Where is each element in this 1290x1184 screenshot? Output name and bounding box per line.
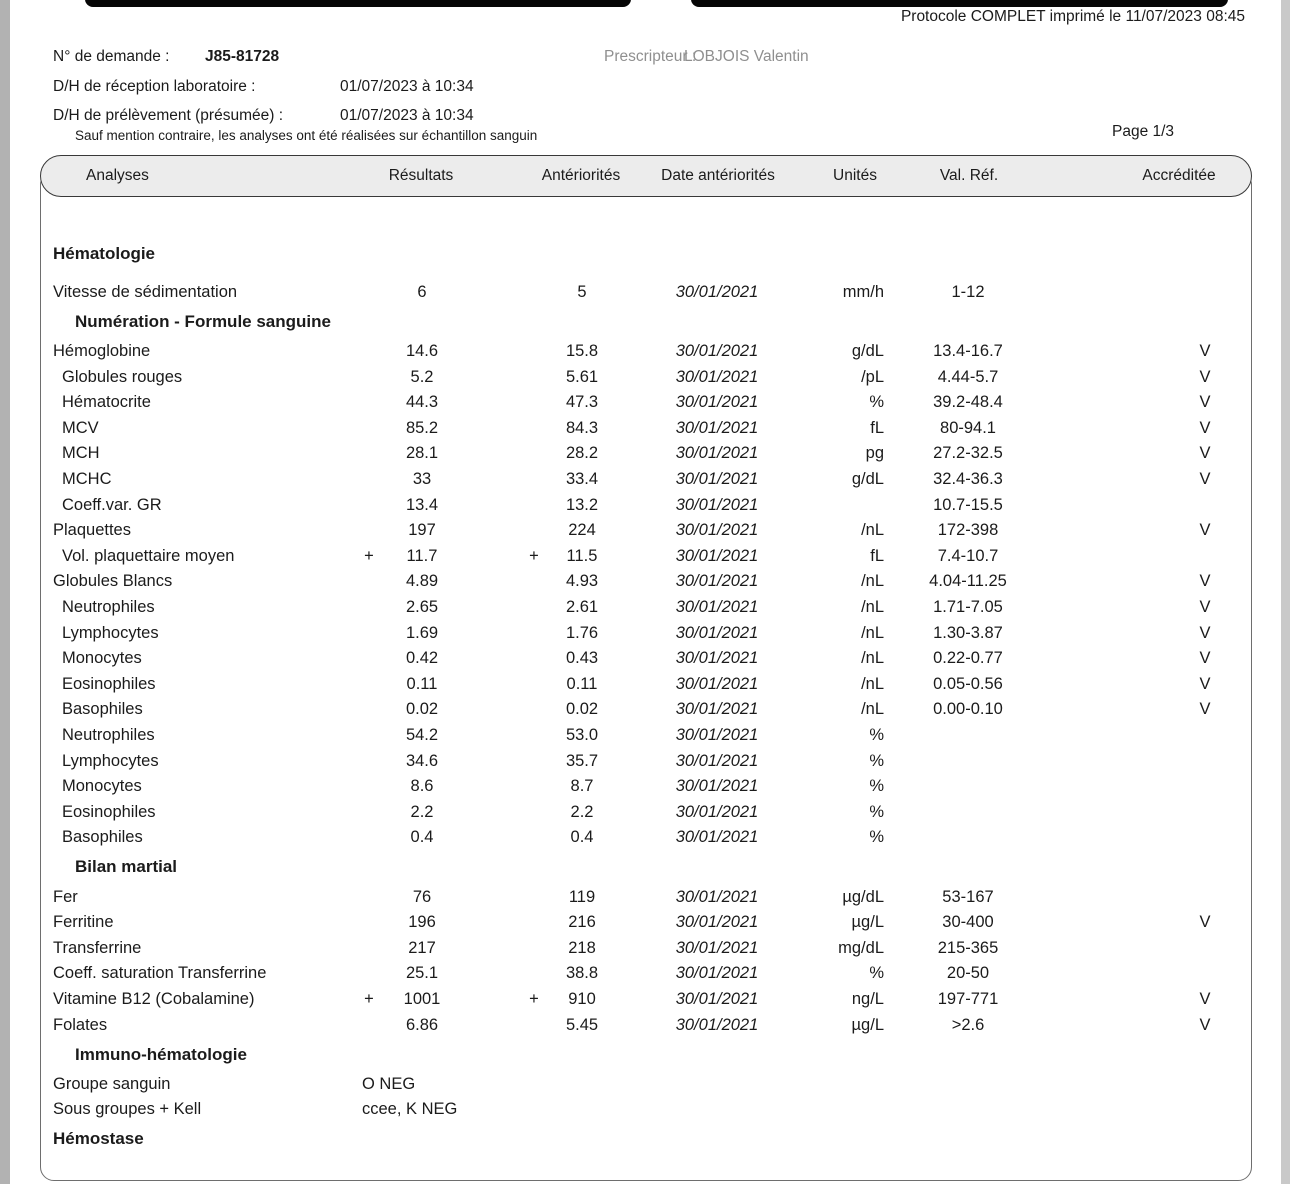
- accreditation-mark: V: [1199, 572, 1211, 591]
- anteriority-value: 910: [568, 989, 596, 1008]
- result-value: 34.6: [405, 751, 439, 770]
- analysis-label: Transferrine: [53, 938, 142, 957]
- accreditation-mark: V: [1199, 470, 1211, 489]
- analysis-label: Coeff.var. GR: [62, 495, 162, 514]
- table-row: [40, 364, 1252, 390]
- unit-value: %: [869, 964, 884, 983]
- result-value: 0.02: [405, 700, 439, 719]
- result-value: 54.2: [405, 725, 439, 744]
- table-row: [40, 935, 1252, 961]
- section-header: [40, 309, 1252, 335]
- result-value: 2.65: [405, 598, 439, 617]
- analysis-label: Monocytes: [62, 649, 142, 668]
- analysis-label: Eosinophiles: [62, 802, 156, 821]
- anteriority-value: 13.2: [565, 495, 599, 514]
- reception-datetime-label: D/H de réception laboratoire :: [53, 78, 256, 95]
- reference-range: 27.2-32.5: [933, 444, 1003, 463]
- accreditation-mark: V: [1199, 521, 1211, 540]
- unit-value: mm/h: [842, 282, 884, 301]
- section-header-label: Numération - Formule sanguine: [75, 311, 331, 331]
- reference-range: 0.00-0.10: [933, 700, 1003, 719]
- unit-value: pg: [865, 444, 884, 463]
- unit-value: %: [869, 725, 884, 744]
- anteriority-value: 8.7: [570, 777, 594, 796]
- table-row: [40, 544, 1252, 570]
- reference-range: 39.2-48.4: [933, 393, 1003, 412]
- result-flag: +: [364, 546, 374, 565]
- anteriority-value: 0.4: [570, 828, 594, 847]
- analysis-label: MCHC: [62, 470, 112, 489]
- unit-value: fL: [870, 546, 884, 565]
- reference-range: 1.30-3.87: [933, 623, 1003, 642]
- anteriority-value: 218: [568, 938, 596, 957]
- table-row: [40, 672, 1252, 698]
- column-header-accreditee: Accréditée: [1142, 167, 1216, 184]
- section-header: [40, 1127, 1252, 1153]
- anteriority-date: 30/01/2021: [675, 598, 759, 617]
- anteriority-value: 11.5: [566, 546, 598, 565]
- table-row: [40, 1071, 1252, 1097]
- anteriority-date: 30/01/2021: [675, 393, 759, 412]
- accreditation-mark: V: [1199, 1015, 1211, 1034]
- table-row: [40, 416, 1252, 442]
- unit-value: /nL: [861, 521, 884, 540]
- table-row: [40, 825, 1252, 851]
- accreditation-mark: V: [1199, 393, 1211, 412]
- anteriority-date: 30/01/2021: [675, 1015, 759, 1034]
- reference-range: 215-365: [937, 938, 999, 957]
- unit-value: g/dL: [851, 470, 884, 489]
- unit-value: /nL: [861, 674, 884, 693]
- column-header-date-anteriorites: Date antériorités: [661, 167, 775, 184]
- anteriority-date: 30/01/2021: [675, 495, 759, 514]
- reference-range: 4.04-11.25: [929, 572, 1007, 591]
- unit-value: /nL: [861, 649, 884, 668]
- unit-value: %: [869, 751, 884, 770]
- anteriority-value: 2.61: [565, 598, 599, 617]
- anteriority-value: 2.2: [570, 802, 594, 821]
- result-value: 13.4: [405, 495, 439, 514]
- accreditation-mark: V: [1199, 367, 1211, 386]
- result-value: 33: [412, 470, 432, 489]
- table-row: [40, 441, 1252, 467]
- anteriority-date: 30/01/2021: [675, 470, 759, 489]
- result-value: 6.86: [405, 1015, 439, 1034]
- anteriority-flag: +: [529, 989, 539, 1008]
- reference-range: 0.05-0.56: [933, 674, 1003, 693]
- analysis-label: Vol. plaquettaire moyen: [62, 546, 235, 565]
- anteriority-date: 30/01/2021: [675, 649, 759, 668]
- anteriority-value: 0.43: [565, 649, 599, 668]
- table-row: [40, 339, 1252, 365]
- column-header-val-ref: Val. Réf.: [939, 167, 999, 184]
- anteriority-date: 30/01/2021: [675, 802, 759, 821]
- analysis-label: MCV: [62, 418, 99, 437]
- anteriority-value: 15.8: [565, 342, 599, 361]
- analysis-label: Globules Blancs: [53, 572, 173, 591]
- table-row: [40, 910, 1252, 936]
- anteriority-value: 0.02: [565, 700, 599, 719]
- analysis-label: Plaquettes: [53, 521, 131, 540]
- sample-type-note: Sauf mention contraire, les analyses ont été réalisées sur échantillon sanguin: [75, 128, 538, 143]
- anteriority-value: 0.11: [566, 674, 598, 693]
- accreditation-mark: V: [1199, 342, 1211, 361]
- results-table-header: [40, 155, 1252, 197]
- accreditation-mark: V: [1199, 649, 1211, 668]
- analysis-label: Basophiles: [62, 828, 143, 847]
- request-number-label: N° de demande :: [53, 48, 170, 65]
- anteriority-date: 30/01/2021: [675, 725, 759, 744]
- sampling-datetime-value: 01/07/2023 à 10:34: [340, 107, 474, 124]
- analysis-label: Ferritine: [53, 913, 114, 932]
- result-value: 2.2: [410, 802, 434, 821]
- anteriority-date: 30/01/2021: [675, 674, 759, 693]
- reference-range: 80-94.1: [940, 418, 996, 437]
- accreditation-mark: V: [1199, 913, 1211, 932]
- result-value: 8.6: [410, 777, 434, 796]
- column-header-anteriorites: Antériorités: [541, 167, 621, 184]
- result-value: 11.7: [406, 546, 438, 565]
- anteriority-value: 28.2: [565, 444, 599, 463]
- anteriority-value: 119: [568, 887, 596, 906]
- anteriority-date: 30/01/2021: [675, 989, 759, 1008]
- anteriority-date: 30/01/2021: [675, 546, 759, 565]
- reference-range: 1.71-7.05: [933, 598, 1003, 617]
- result-value: 76: [412, 887, 432, 906]
- result-value: 6: [417, 282, 427, 301]
- anteriority-value: 1.76: [565, 623, 599, 642]
- unit-value: /nL: [861, 623, 884, 642]
- section-header: [40, 241, 1252, 267]
- redaction-bar-right: [691, 0, 1228, 7]
- table-row: [40, 884, 1252, 910]
- anteriority-value: 33.4: [565, 470, 599, 489]
- analysis-label: Fer: [53, 887, 78, 906]
- results-table-body: [40, 241, 1252, 1156]
- anteriority-value: 38.8: [565, 964, 599, 983]
- result-value: 5.2: [410, 367, 434, 386]
- anteriority-date: 30/01/2021: [675, 964, 759, 983]
- reference-range: 20-50: [946, 964, 990, 983]
- anteriority-date: 30/01/2021: [675, 444, 759, 463]
- anteriority-date: 30/01/2021: [675, 700, 759, 719]
- table-row: [40, 620, 1252, 646]
- prescriber-value: LOBJOIS Valentin: [684, 48, 809, 65]
- result-value: 1001: [403, 989, 441, 1008]
- anteriority-value: 5.61: [565, 367, 599, 386]
- unit-value: µg/dL: [842, 887, 884, 906]
- anteriority-value: 84.3: [565, 418, 599, 437]
- anteriority-value: 5.45: [565, 1015, 599, 1034]
- unit-value: /nL: [861, 700, 884, 719]
- reference-range: 1-12: [951, 282, 985, 301]
- reference-range: 32.4-36.3: [933, 470, 1003, 489]
- table-row: [40, 280, 1252, 306]
- analysis-label: Vitesse de sédimentation: [53, 282, 238, 301]
- table-row: [40, 1097, 1252, 1123]
- anteriority-value: 5: [577, 282, 587, 301]
- table-row: [40, 961, 1252, 987]
- result-value: 25.1: [405, 964, 439, 983]
- result-text-value: ccee, K NEG: [362, 1100, 458, 1119]
- result-value: 0.42: [405, 649, 439, 668]
- result-value: 0.11: [406, 674, 438, 693]
- anteriority-value: 4.93: [565, 572, 599, 591]
- unit-value: %: [869, 777, 884, 796]
- result-value: 0.4: [410, 828, 434, 847]
- anteriority-value: 224: [568, 521, 596, 540]
- reference-range: 0.22-0.77: [933, 649, 1003, 668]
- table-row: [40, 748, 1252, 774]
- unit-value: %: [869, 802, 884, 821]
- anteriority-date: 30/01/2021: [675, 828, 759, 847]
- sampling-datetime-label: D/H de prélèvement (présumée) :: [53, 107, 284, 124]
- accreditation-mark: V: [1199, 700, 1211, 719]
- anteriority-value: 216: [568, 913, 596, 932]
- analysis-label: Neutrophiles: [62, 725, 155, 744]
- unit-value: /nL: [861, 572, 884, 591]
- reference-range: >2.6: [951, 1015, 985, 1034]
- column-header-unites: Unités: [833, 167, 877, 184]
- analysis-label: Hématocrite: [62, 393, 151, 412]
- table-row: [40, 518, 1252, 544]
- result-value: 28.1: [405, 444, 439, 463]
- anteriority-value: 35.7: [565, 751, 599, 770]
- table-row: [40, 390, 1252, 416]
- analysis-label: Folates: [53, 1015, 108, 1034]
- anteriority-value: 47.3: [565, 393, 599, 412]
- table-row: [40, 492, 1252, 518]
- reference-range: 10.7-15.5: [933, 495, 1003, 514]
- result-value: 1.69: [405, 623, 439, 642]
- section-header: [40, 1042, 1252, 1068]
- table-row: [40, 569, 1252, 595]
- analysis-label: Monocytes: [62, 777, 142, 796]
- result-value: 217: [408, 938, 436, 957]
- unit-value: /pL: [861, 367, 884, 386]
- unit-value: g/dL: [851, 342, 884, 361]
- anteriority-date: 30/01/2021: [675, 418, 759, 437]
- table-row: [40, 697, 1252, 723]
- anteriority-flag: +: [529, 546, 539, 565]
- section-header: [40, 855, 1252, 881]
- result-value: 85.2: [405, 418, 439, 437]
- section-header-label: Hémostase: [53, 1129, 144, 1149]
- result-text-value: O NEG: [362, 1074, 416, 1093]
- unit-value: %: [869, 393, 884, 412]
- analysis-label: Hémoglobine: [53, 342, 151, 361]
- table-row: [40, 467, 1252, 493]
- anteriority-date: 30/01/2021: [675, 751, 759, 770]
- anteriority-date: 30/01/2021: [675, 913, 759, 932]
- reference-range: 53-167: [942, 887, 994, 906]
- accreditation-mark: V: [1199, 989, 1211, 1008]
- anteriority-date: 30/01/2021: [675, 282, 759, 301]
- reference-range: 172-398: [937, 521, 999, 540]
- analysis-label: Eosinophiles: [62, 674, 156, 693]
- prescriber-label: Prescripteur :: [604, 48, 697, 65]
- accreditation-mark: V: [1199, 598, 1211, 617]
- page-edge-right: [1281, 0, 1290, 1184]
- analysis-label: Lymphocytes: [62, 623, 159, 642]
- column-header-analyses: Analyses: [86, 167, 149, 184]
- unit-value: /nL: [861, 598, 884, 617]
- anteriority-date: 30/01/2021: [675, 623, 759, 642]
- table-row: [40, 799, 1252, 825]
- request-number-value: J85-81728: [205, 48, 280, 65]
- anteriority-date: 30/01/2021: [675, 521, 759, 540]
- unit-value: µg/L: [851, 1015, 884, 1034]
- reference-range: 13.4-16.7: [933, 342, 1003, 361]
- reference-range: 7.4-10.7: [937, 546, 999, 565]
- anteriority-date: 30/01/2021: [675, 572, 759, 591]
- analysis-label: Neutrophiles: [62, 598, 155, 617]
- column-header-resultats: Résultats: [388, 167, 454, 184]
- reference-range: 4.44-5.7: [937, 367, 999, 386]
- anteriority-date: 30/01/2021: [675, 938, 759, 957]
- anteriority-date: 30/01/2021: [675, 887, 759, 906]
- analysis-label: MCH: [62, 444, 100, 463]
- section-header-label: Immuno-hématologie: [75, 1044, 247, 1064]
- table-row: [40, 723, 1252, 749]
- analysis-label: Groupe sanguin: [53, 1074, 171, 1093]
- table-row: [40, 987, 1252, 1013]
- unit-value: mg/dL: [838, 938, 884, 957]
- accreditation-mark: V: [1199, 444, 1211, 463]
- result-value: 14.6: [405, 342, 439, 361]
- unit-value: ng/L: [851, 989, 884, 1008]
- analysis-label: Vitamine B12 (Cobalamine): [53, 989, 255, 1008]
- result-value: 44.3: [405, 393, 439, 412]
- reception-datetime-value: 01/07/2023 à 10:34: [340, 78, 474, 95]
- table-row: [40, 646, 1252, 672]
- result-value: 197: [408, 521, 436, 540]
- analysis-label: Basophiles: [62, 700, 143, 719]
- page-indicator: Page 1/3: [1112, 123, 1175, 140]
- analysis-label: Sous groupes + Kell: [53, 1100, 202, 1119]
- table-row: [40, 774, 1252, 800]
- accreditation-mark: V: [1199, 674, 1211, 693]
- unit-value: %: [869, 828, 884, 847]
- result-value: 196: [408, 913, 436, 932]
- anteriority-date: 30/01/2021: [675, 367, 759, 386]
- result-flag: +: [364, 989, 374, 1008]
- accreditation-mark: V: [1199, 623, 1211, 642]
- anteriority-date: 30/01/2021: [675, 777, 759, 796]
- protocol-print-line: Protocole COMPLET imprimé le 11/07/2023 08:45: [900, 8, 1245, 25]
- section-header-label: Hématologie: [53, 243, 156, 263]
- redaction-bar-left: [85, 0, 631, 7]
- analysis-label: Globules rouges: [62, 367, 183, 386]
- analysis-label: Lymphocytes: [62, 751, 159, 770]
- anteriority-value: 53.0: [565, 725, 599, 744]
- result-value: 4.89: [405, 572, 439, 591]
- reference-range: 30-400: [942, 913, 994, 932]
- anteriority-date: 30/01/2021: [675, 342, 759, 361]
- accreditation-mark: V: [1199, 418, 1211, 437]
- table-row: [40, 1012, 1252, 1038]
- section-header-label: Bilan martial: [75, 857, 178, 877]
- page-edge-left: [0, 0, 10, 1184]
- unit-value: fL: [870, 418, 884, 437]
- table-row: [40, 595, 1252, 621]
- analysis-label: Coeff. saturation Transferrine: [53, 964, 267, 983]
- unit-value: µg/L: [851, 913, 884, 932]
- reference-range: 197-771: [937, 989, 999, 1008]
